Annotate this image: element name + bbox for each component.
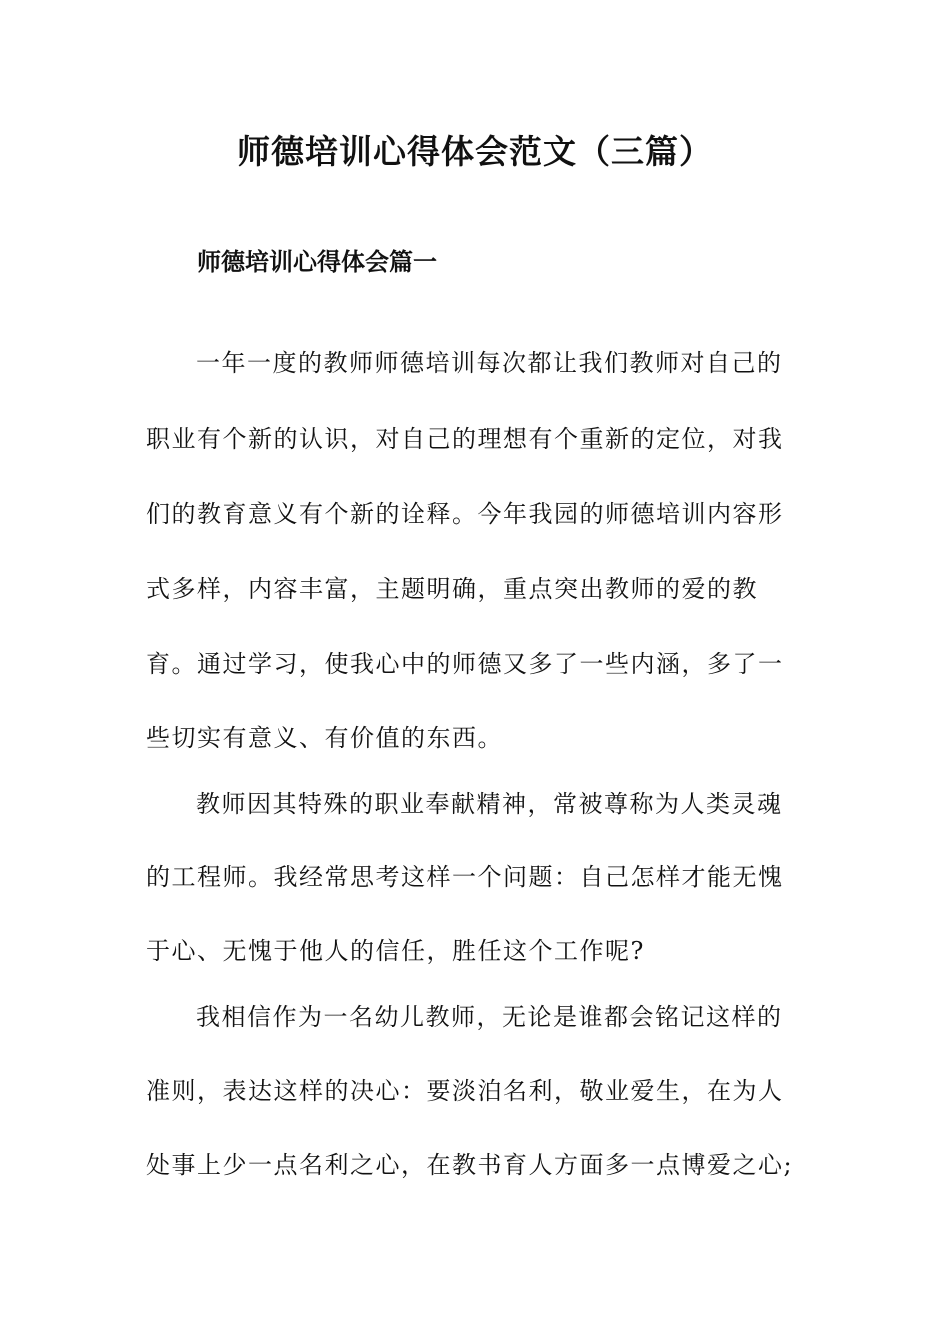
paragraph-1-line-6: 些切实有意义、有价值的东西。 <box>146 724 503 752</box>
paragraph-1-line-3: 们的教育意义有个新的诠释。今年我园的师德培训内容形 <box>146 500 784 528</box>
paragraph-2-line-2: 的工程师。我经常思考这样一个问题：自己怎样才能无愧 <box>146 863 784 891</box>
paragraph-1-line-4: 式多样，内容丰富，主题明确，重点突出教师的爱的教 <box>146 575 758 603</box>
paragraph-1-line-5: 育。通过学习，使我心中的师德又多了一些内涵，多了一 <box>146 650 784 678</box>
paragraph-1-line-2: 职业有个新的认识，对自己的理想有个重新的定位，对我 <box>146 425 784 453</box>
paragraph-1-line-1: 一年一度的教师师德培训每次都让我们教师对自己的 <box>196 349 783 377</box>
paragraph-3-line-3: 处事上少一点名利之心，在教书育人方面多一点博爱之心; <box>146 1151 794 1179</box>
section-heading: 师德培训心得体会篇一 <box>197 248 437 276</box>
paragraph-2-line-3: 于心、无愧于他人的信任，胜任这个工作呢? <box>146 937 645 965</box>
paragraph-3-line-1: 我相信作为一名幼儿教师，无论是谁都会铭记这样的 <box>196 1003 783 1031</box>
paragraph-3-line-2: 准则，表达这样的决心：要淡泊名利，敬业爱生，在为人 <box>146 1077 784 1105</box>
paragraph-2-line-1: 教师因其特殊的职业奉献精神，常被尊称为人类灵魂 <box>196 790 783 818</box>
document-title: 师德培训心得体会范文（三篇） <box>237 132 713 171</box>
